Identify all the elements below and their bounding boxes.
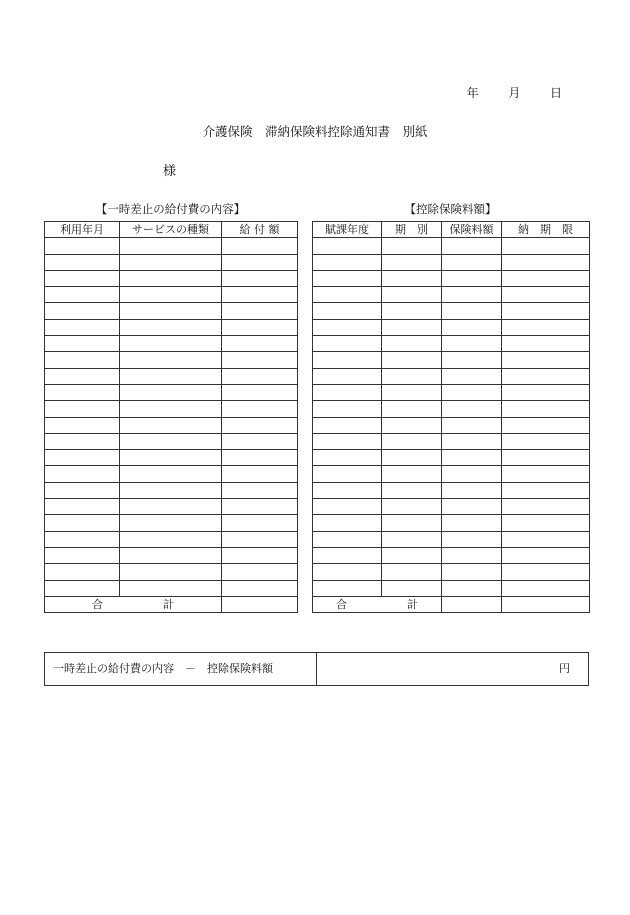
total-row	[45, 596, 298, 612]
table-cell	[45, 336, 120, 352]
table-cell	[442, 450, 502, 466]
table-row	[313, 433, 590, 449]
table-cell	[502, 564, 590, 580]
table-cell	[222, 515, 298, 531]
table-cell	[442, 531, 502, 547]
table-row	[313, 336, 590, 352]
table-row	[313, 450, 590, 466]
table-cell	[45, 466, 120, 482]
table-cell	[222, 466, 298, 482]
table-cell	[313, 368, 382, 384]
total-blank	[502, 596, 590, 612]
table-cell	[502, 531, 590, 547]
table-cell	[382, 287, 442, 303]
table-cell	[442, 368, 502, 384]
table-cell	[313, 482, 382, 498]
table-cell	[502, 352, 590, 368]
table-cell	[120, 352, 222, 368]
table-cell	[45, 303, 120, 319]
table-cell	[313, 352, 382, 368]
table-cell	[45, 368, 120, 384]
table-cell	[313, 401, 382, 417]
table-cell	[313, 547, 382, 563]
table-cell	[382, 238, 442, 254]
table-cell	[120, 450, 222, 466]
table-cell	[502, 254, 590, 270]
table-cell	[313, 466, 382, 482]
table-row	[313, 580, 590, 596]
table-cell	[120, 547, 222, 563]
table-cell	[45, 238, 120, 254]
header-benefit-amount: 給 付 額	[222, 222, 298, 238]
table-row	[45, 352, 298, 368]
table-cell	[222, 433, 298, 449]
table-row	[45, 254, 298, 270]
table-cell	[222, 499, 298, 515]
table-cell	[442, 547, 502, 563]
table-cell	[313, 254, 382, 270]
table-cell	[45, 401, 120, 417]
document-title: 介護保険 滞納保険料控除通知書 別紙	[202, 124, 428, 139]
table-header-row	[45, 222, 298, 238]
table-row	[313, 254, 590, 270]
table-cell	[442, 254, 502, 270]
table-row	[313, 270, 590, 286]
difference-value	[317, 653, 588, 685]
table-cell	[222, 547, 298, 563]
table-cell	[313, 531, 382, 547]
table-cell	[45, 531, 120, 547]
table-row	[45, 319, 298, 335]
table-cell	[120, 515, 222, 531]
table-row	[45, 466, 298, 482]
table-row	[45, 368, 298, 384]
table-cell	[382, 564, 442, 580]
table-row	[45, 564, 298, 580]
total-label: 合 計	[45, 596, 222, 612]
table-cell	[313, 319, 382, 335]
table-cell	[222, 580, 298, 596]
table-row	[45, 499, 298, 515]
table-row	[313, 401, 590, 417]
table-cell	[382, 319, 442, 335]
table-cell	[120, 417, 222, 433]
table-cell	[222, 254, 298, 270]
table-cell	[382, 401, 442, 417]
table-cell	[120, 499, 222, 515]
table-cell	[382, 254, 442, 270]
table-cell	[222, 401, 298, 417]
table-cell	[502, 384, 590, 400]
table-cell	[502, 482, 590, 498]
table-cell	[120, 368, 222, 384]
table-cell	[313, 564, 382, 580]
table-row	[45, 417, 298, 433]
table-cell	[382, 417, 442, 433]
table-row	[45, 303, 298, 319]
table-cell	[442, 417, 502, 433]
table-row	[45, 336, 298, 352]
table-cell	[120, 270, 222, 286]
table-cell	[502, 287, 590, 303]
table-cell	[222, 238, 298, 254]
table-cell	[45, 270, 120, 286]
table-cell	[502, 401, 590, 417]
table-cell	[442, 466, 502, 482]
table-cell	[442, 401, 502, 417]
table-row	[313, 368, 590, 384]
table-cell	[45, 450, 120, 466]
date-month: 月	[508, 86, 521, 100]
table-row	[45, 580, 298, 596]
table-row	[313, 287, 590, 303]
total-benefit-amount	[222, 596, 298, 612]
table-cell	[502, 466, 590, 482]
table-cell	[313, 450, 382, 466]
table-cell	[502, 238, 590, 254]
table-cell	[382, 433, 442, 449]
table-cell	[222, 287, 298, 303]
table-cell	[222, 384, 298, 400]
date-year: 年	[466, 86, 479, 100]
table-cell	[382, 368, 442, 384]
total-premium-amount	[442, 596, 502, 612]
table-cell	[45, 384, 120, 400]
table-cell	[442, 270, 502, 286]
table-cell	[382, 270, 442, 286]
table-cell	[222, 336, 298, 352]
table-cell	[313, 238, 382, 254]
table-cell	[313, 433, 382, 449]
table-cell	[502, 270, 590, 286]
table-cell	[222, 531, 298, 547]
table-cell	[442, 580, 502, 596]
table-row	[313, 564, 590, 580]
table-cell	[442, 499, 502, 515]
table-cell	[45, 433, 120, 449]
table-cell	[313, 303, 382, 319]
premium-table	[312, 221, 590, 613]
table-cell	[502, 303, 590, 319]
table-row	[313, 352, 590, 368]
header-premium-amount: 保険料額	[442, 222, 502, 238]
table-cell	[382, 482, 442, 498]
table-cell	[502, 433, 590, 449]
table-cell	[120, 580, 222, 596]
table-row	[45, 287, 298, 303]
table-cell	[45, 580, 120, 596]
table-row	[45, 401, 298, 417]
table-cell	[382, 450, 442, 466]
table-cell	[313, 580, 382, 596]
header-fiscal-year: 賦課年度	[313, 222, 382, 238]
table-cell	[222, 564, 298, 580]
benefit-table	[44, 221, 298, 613]
table-cell	[120, 466, 222, 482]
table-cell	[502, 499, 590, 515]
table-row	[313, 547, 590, 563]
table-cell	[502, 547, 590, 563]
table-row	[45, 270, 298, 286]
table-row	[45, 482, 298, 498]
table-cell	[442, 482, 502, 498]
table-cell	[45, 417, 120, 433]
table-cell	[120, 287, 222, 303]
left-section-title: 【一時差止の給付費の内容】	[95, 202, 246, 216]
table-cell	[382, 466, 442, 482]
table-cell	[45, 352, 120, 368]
table-row	[313, 531, 590, 547]
table-row	[45, 238, 298, 254]
table-cell	[120, 482, 222, 498]
table-cell	[442, 564, 502, 580]
table-cell	[313, 417, 382, 433]
header-term: 期 別	[382, 222, 442, 238]
table-cell	[222, 270, 298, 286]
table-cell	[442, 303, 502, 319]
table-cell	[120, 336, 222, 352]
right-section-title: 【控除保険料額】	[404, 202, 497, 216]
table-cell	[442, 336, 502, 352]
table-cell	[382, 384, 442, 400]
recipient-suffix: 様	[163, 164, 177, 179]
table-cell	[442, 433, 502, 449]
table-cell	[120, 564, 222, 580]
table-row	[313, 482, 590, 498]
table-cell	[222, 303, 298, 319]
table-row	[313, 384, 590, 400]
table-cell	[120, 401, 222, 417]
table-cell	[382, 531, 442, 547]
table-cell	[313, 499, 382, 515]
table-row	[313, 303, 590, 319]
total-label: 合 計	[313, 596, 442, 612]
table-row	[45, 384, 298, 400]
header-due-date: 納 期 限	[502, 222, 590, 238]
table-cell	[502, 417, 590, 433]
table-cell	[502, 450, 590, 466]
table-cell	[382, 580, 442, 596]
table-cell	[502, 580, 590, 596]
table-cell	[502, 319, 590, 335]
table-header-row	[313, 222, 590, 238]
table-row	[45, 515, 298, 531]
table-cell	[222, 319, 298, 335]
table-cell	[45, 499, 120, 515]
table-cell	[382, 499, 442, 515]
table-cell	[222, 352, 298, 368]
header-usage-month: 利用年月	[45, 222, 120, 238]
table-cell	[222, 417, 298, 433]
table-cell	[45, 319, 120, 335]
table-cell	[120, 433, 222, 449]
table-cell	[313, 287, 382, 303]
table-cell	[442, 352, 502, 368]
table-row	[45, 531, 298, 547]
table-cell	[45, 515, 120, 531]
table-cell	[442, 238, 502, 254]
table-cell	[120, 238, 222, 254]
table-cell	[313, 515, 382, 531]
table-row	[45, 547, 298, 563]
table-cell	[442, 287, 502, 303]
table-cell	[382, 303, 442, 319]
yen-unit: 円	[559, 662, 570, 675]
table-cell	[382, 336, 442, 352]
date-line	[467, 84, 562, 101]
table-row	[45, 433, 298, 449]
total-row	[313, 596, 590, 612]
table-cell	[45, 547, 120, 563]
table-cell	[313, 336, 382, 352]
table-cell	[502, 336, 590, 352]
header-service-type: サービスの種類	[120, 222, 222, 238]
table-cell	[502, 515, 590, 531]
table-cell	[382, 547, 442, 563]
table-cell	[313, 384, 382, 400]
table-cell	[45, 564, 120, 580]
table-cell	[222, 368, 298, 384]
table-cell	[222, 450, 298, 466]
table-cell	[120, 319, 222, 335]
table-row	[45, 450, 298, 466]
difference-label: 一時差止の給付費の内容 － 控除保険料額	[45, 653, 317, 685]
table-row	[313, 499, 590, 515]
table-cell	[222, 482, 298, 498]
table-cell	[442, 384, 502, 400]
table-cell	[382, 515, 442, 531]
table-cell	[313, 270, 382, 286]
table-cell	[120, 303, 222, 319]
difference-box	[44, 652, 589, 686]
table-row	[313, 319, 590, 335]
table-cell	[382, 352, 442, 368]
table-cell	[45, 254, 120, 270]
table-cell	[442, 515, 502, 531]
date-day: 日	[549, 86, 562, 100]
table-cell	[120, 384, 222, 400]
table-row	[313, 417, 590, 433]
table-cell	[45, 482, 120, 498]
table-row	[313, 238, 590, 254]
table-cell	[442, 319, 502, 335]
table-row	[313, 466, 590, 482]
table-cell	[502, 368, 590, 384]
table-cell	[120, 531, 222, 547]
table-row	[313, 515, 590, 531]
table-cell	[120, 254, 222, 270]
table-cell	[45, 287, 120, 303]
